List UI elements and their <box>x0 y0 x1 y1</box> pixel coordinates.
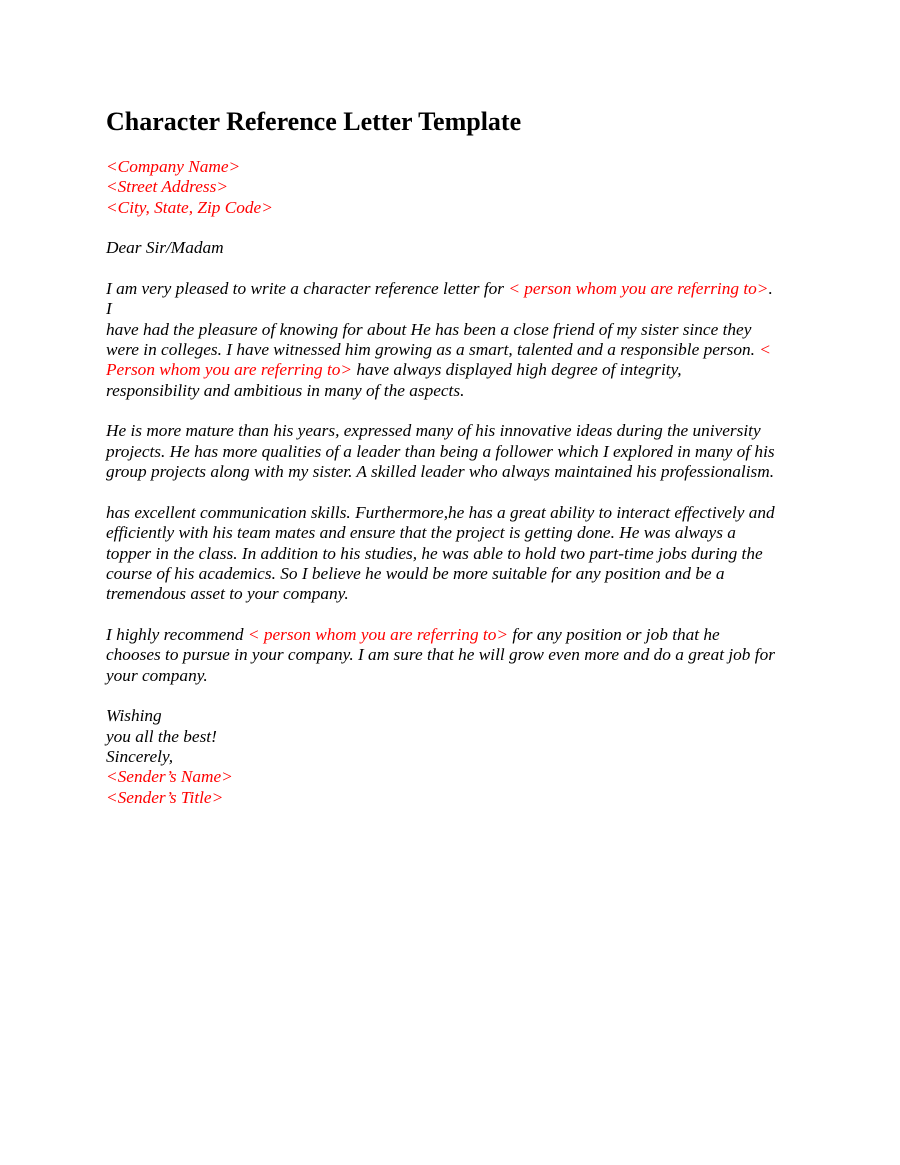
text: projects. He has more qualities of a leader than being a follower which I explored in many of his <box>106 441 775 461</box>
person-placeholder: < person whom you are referring to> <box>508 279 769 299</box>
salutation: Dear Sir/Madam <box>106 238 224 258</box>
text: tremendous asset to your company. <box>106 584 349 604</box>
text: group projects along with my sister. A skilled leader who always maintained his professionalism. <box>106 462 775 482</box>
text: He is more mature than his years, expressed many of his innovative ideas during the university <box>106 421 761 441</box>
text: course of his academics. So I believe he would be more suitable for any position and be a <box>106 563 725 583</box>
text: responsibility and ambitious in many of the aspects. <box>106 380 465 400</box>
text: I <box>106 299 112 319</box>
text: have had the pleasure of knowing for about He has been a close friend of my sister since they <box>106 319 752 339</box>
sender-title-placeholder: <Sender’s Title> <box>106 787 224 807</box>
person-placeholder: < <box>759 340 771 360</box>
text: I highly recommend <box>106 624 248 644</box>
paragraph-maturity <box>106 421 775 482</box>
text: chooses to pursue in your company. I am sure that he will grow even more and do a great job for <box>106 645 775 665</box>
text: I am very pleased to write a character reference letter for <box>106 279 509 299</box>
letter-body <box>106 157 775 808</box>
text: topper in the class. In addition to his studies, he was able to hold two part-time jobs during the <box>106 543 763 563</box>
text: . <box>768 279 773 299</box>
paragraph-skills <box>106 503 775 605</box>
city-state-zip-placeholder: <City, State, Zip Code> <box>106 197 273 217</box>
paragraph-intro <box>106 279 775 401</box>
person-placeholder: Person whom you are referring to> <box>106 360 353 380</box>
closing <box>106 706 775 808</box>
text: your company. <box>106 665 208 685</box>
sender-name-placeholder: <Sender’s Name> <box>106 767 233 787</box>
text: has excellent communication skills. Furthermore,he has a great ability to interact effectively and <box>106 502 775 522</box>
text: have always displayed high degree of integrity, <box>352 360 682 380</box>
text: were in colleges. I have witnessed him growing as a smart, talented and a responsible person. <box>106 340 760 360</box>
company-name-placeholder: <Company Name> <box>106 157 241 176</box>
street-address-placeholder: <Street Address> <box>106 177 229 197</box>
text: for any position or job that he <box>508 624 720 644</box>
person-placeholder: < person whom you are referring to> <box>247 624 509 644</box>
paragraph-recommendation <box>106 625 775 686</box>
text: efficiently with his team mates and ensure that the project is getting done. He was always a <box>106 523 736 543</box>
document-title: Character Reference Letter Template <box>106 107 522 136</box>
closing-line: you all the best! <box>106 726 217 746</box>
sign-off: Sincerely, <box>106 746 174 766</box>
closing-line: Wishing <box>106 706 162 726</box>
